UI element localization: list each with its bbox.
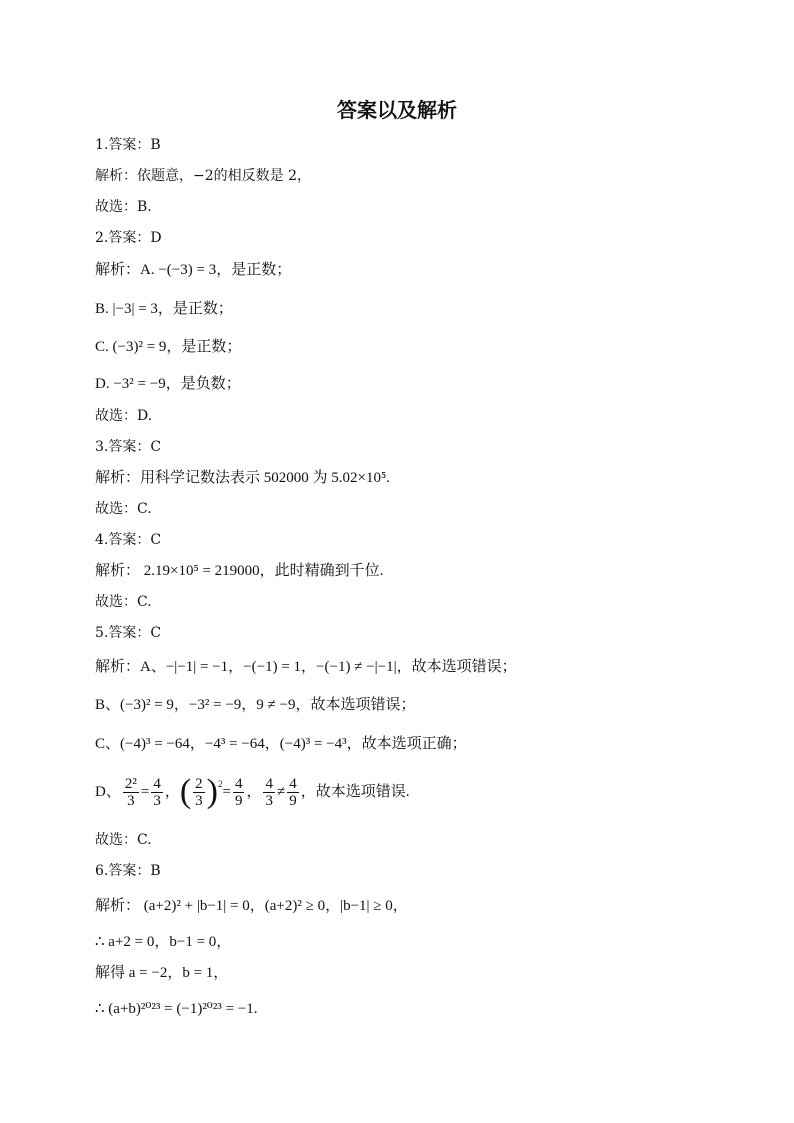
q6-step-2: 解得 a = −2，b = 1， (95, 965, 229, 981)
q1-answer: 1.答案：B (95, 137, 161, 153)
q5-option-b: B、(−3)² = 9，−3² = −9，9 ≠ −9，故本选项错误； (95, 697, 416, 713)
q4-choice: 故选：C. (95, 594, 152, 610)
q5d-prefix: D、 (95, 784, 121, 800)
q5d-fraction-1: $\frac{\text{2²}}{3}$ (124, 775, 137, 809)
q3-answer: 3.答案：C (95, 439, 162, 455)
q2-option-b: B. |−3| = 3，是正数； (95, 301, 233, 317)
q5d-right-paren: ) (206, 773, 218, 810)
q5-option-c: C、(−4)³ = −64，−4³ = −64，(−4)³ = −4³，故本选项正确； (95, 736, 467, 752)
q5d-fraction-3: $\frac{2}{3}$ (195, 775, 203, 809)
q5d-fraction-2: $\frac{4}{3}$ (153, 775, 161, 809)
q6-answer: 6.答案：B (95, 863, 161, 879)
q5d-fraction-4: $\frac{4}{9}$ (234, 775, 243, 809)
q2-answer: 2.答案：D (95, 230, 162, 246)
q2-choice: 故选：D. (95, 408, 153, 424)
q4-explanation: 解析： 2.19×10⁵ = 219000，此时精确到千位. (95, 563, 384, 579)
q5d-suffix: ，故本选项错误. (300, 784, 410, 800)
q5d-fraction-5: $\frac{4}{3}$ (265, 775, 273, 809)
q6-step-1: ∴ a+2 = 0，b−1 = 0， (95, 934, 232, 950)
q5d-exponent: 2 (217, 779, 223, 789)
q3-choice: 故选：C. (95, 501, 152, 517)
q5-option-d: D、 $\frac{\text{2²}}{3}$ = $\frac{4}{3}$ ， ( $\frac{2}{3}$ ) $^2$ = $\frac{4}{9}$ ， $\frac{4}{3}$ ≠ $\frac{4}{9}$ ，故本选项错误. (95, 773, 410, 810)
q5-choice: 故选：C. (95, 832, 152, 848)
q5-option-a: 解析：A、−|−1| = −1，−(−1) = 1，−(−1) ≠ −|−1|，故本选项错误； (95, 659, 517, 675)
q2-explanation-a: 解析：A. −(−3) = 3，是正数； (95, 262, 292, 278)
q6-conclusion: ∴ (a+b)²⁰²³ = (−1)²⁰²³ = −1. (95, 1001, 258, 1017)
q1-explanation: 解析：依题意，−2的相反数是 2， (95, 168, 311, 184)
q2-option-c: C. (−3)² = 9，是正数； (95, 339, 242, 355)
q5d-fraction-6: $\frac{4}{9}$ (289, 775, 297, 809)
q5d-left-paren: ( (179, 773, 192, 810)
q4-answer: 4.答案：C (95, 532, 162, 548)
q2-option-d: D. −3² = −9，是负数； (95, 376, 241, 392)
q5-answer: 5.答案：C (95, 625, 162, 641)
q1-choice: 故选：B. (95, 199, 152, 215)
q6-explanation: 解析： (a+2)² + |b−1| = 0，(a+2)² ≥ 0，|b−1| ≥ 0， (95, 898, 408, 914)
q3-explanation: 解析：用科学记数法表示 502000 为 5.02×10⁵. (95, 470, 390, 486)
page-title: 答案以及解析 (337, 98, 457, 122)
